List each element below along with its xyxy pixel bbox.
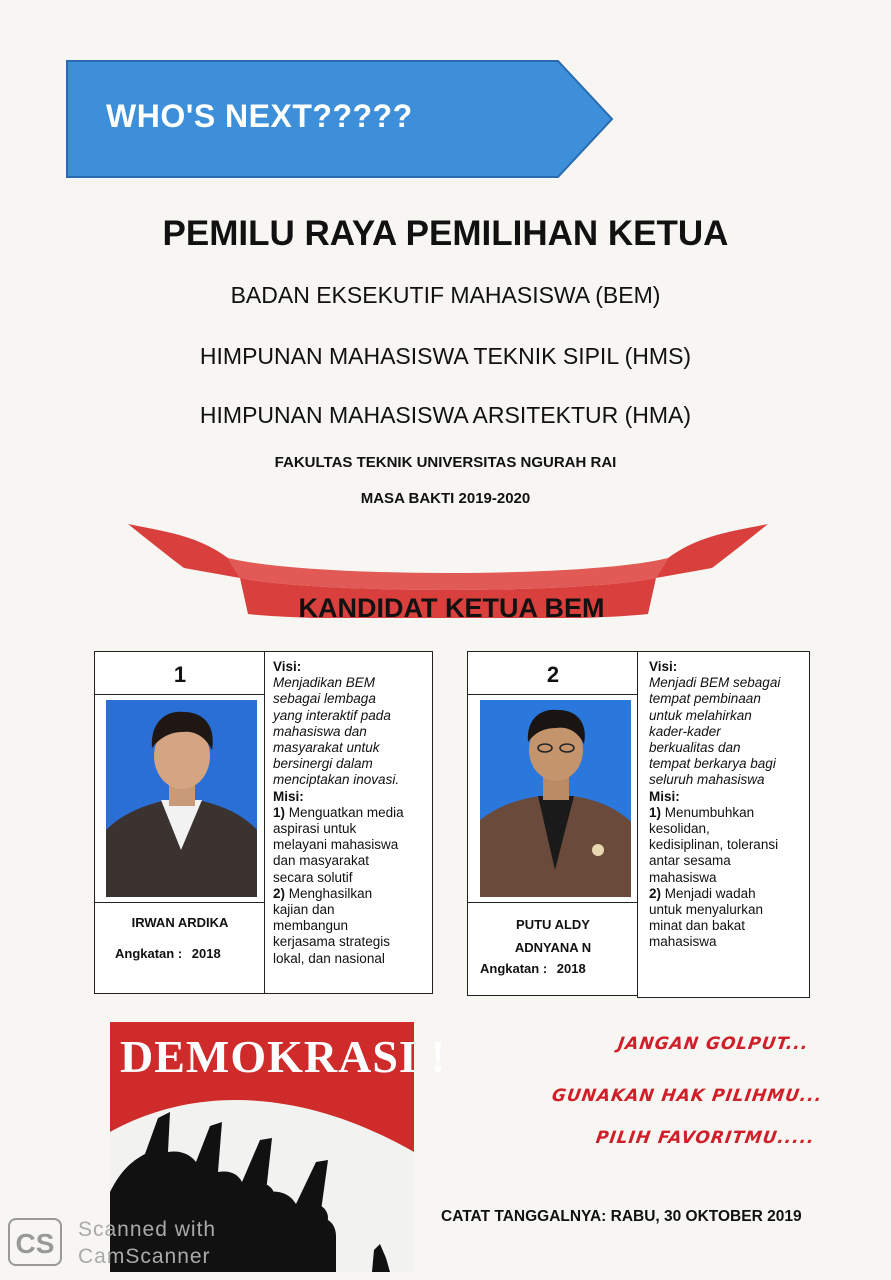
misi-line: dan masyarakat: [273, 853, 370, 869]
service-period: MASA BAKTI 2019-2020: [360, 490, 531, 507]
misi-line: melayani mahasiswa: [273, 837, 399, 853]
misi-line: aspirasi untuk: [273, 821, 357, 837]
visi-label: Visi:: [273, 659, 302, 674]
misi-number: 2): [649, 885, 662, 901]
misi-line: membangun: [273, 918, 349, 934]
misi-number: 1): [273, 804, 286, 820]
candidate-number: 1: [173, 662, 187, 687]
misi-line: untuk menyalurkan: [649, 902, 764, 918]
candidate-1-number-box: [94, 651, 266, 696]
misi-label: Misi:: [649, 788, 680, 804]
candidate-2-photo: [480, 700, 631, 897]
slogan-2: GUNAKAN HAK PILIHMU...: [550, 1086, 824, 1106]
faculty-name: FAKULTAS TEKNIK UNIVERSITAS NGURAH RAI: [274, 454, 617, 471]
section-title: KANDIDAT KETUA BEM: [298, 593, 605, 623]
candidate-1-vision-mission: [264, 651, 433, 994]
misi-line: Menghasilkan: [288, 885, 373, 901]
candidate-name: PUTU ALDY: [516, 917, 590, 932]
candidate-1-photo: [106, 700, 257, 897]
slogan-1: JANGAN GOLPUT...: [616, 1034, 810, 1054]
visi-line: Menjadi BEM sebagai: [649, 675, 781, 691]
year-label: Angkatan :: [480, 961, 548, 976]
visi-line: seluruh mahasiswa: [649, 772, 765, 788]
year-value: 2018: [556, 961, 586, 976]
misi-line: Menjadi wadah: [664, 885, 756, 901]
candidate-name: IRWAN ARDIKA: [131, 915, 229, 930]
organization-bem: BADAN EKSEKUTIF MAHASISWA (BEM): [230, 282, 661, 308]
candidate-number: 2: [546, 662, 560, 687]
visi-line: masyarakat untuk: [273, 740, 380, 756]
misi-line: secara solutif: [273, 869, 353, 885]
visi-line: mahasiswa dan: [273, 723, 367, 739]
event-date-note: CATAT TANGGALNYA: RABU, 30 OKTOBER 2019: [441, 1208, 802, 1225]
misi-line: kesolidan,: [649, 821, 710, 837]
visi-label: Visi:: [649, 659, 678, 674]
candidate-year: [468, 961, 638, 976]
misi-line: mahasiswa: [649, 869, 717, 885]
visi-line: yang interaktif pada: [273, 707, 391, 723]
visi-line: bersinergi dalam: [273, 756, 373, 772]
misi-line: kajian dan: [273, 902, 335, 918]
slogan-3: PILIH FAVORITMU.....: [594, 1128, 817, 1148]
visi-line: sebagai lembaga: [273, 691, 376, 707]
misi-line: Menumbuhkan: [664, 804, 755, 820]
organization-hma: HIMPUNAN MAHASISWA ARSITEKTUR (HMA): [199, 402, 692, 428]
organization-hms: HIMPUNAN MAHASISWA TEKNIK SIPIL (HMS): [199, 343, 692, 369]
watermark-line-1: Scanned with: [78, 1218, 217, 1241]
candidate-2-vision-mission: [637, 651, 810, 998]
misi-line: Menguatkan media: [288, 804, 404, 820]
misi-label: Misi:: [273, 788, 304, 804]
candidate-year: [95, 946, 265, 961]
candidate-2-number-box: [467, 651, 639, 696]
year-label: Angkatan :: [115, 946, 183, 961]
misi-line: mahasiswa: [649, 934, 717, 950]
page-title: PEMILU RAYA PEMILIHAN KETUA: [162, 214, 729, 253]
misi-number: 1): [649, 804, 662, 820]
watermark-line-2: CamScanner: [78, 1245, 211, 1268]
visi-line: kader-kader: [649, 723, 721, 739]
visi-line: berkualitas dan: [649, 740, 741, 756]
visi-line: tempat berkarya bagi: [649, 756, 776, 772]
visi-line: menciptakan inovasi.: [273, 772, 400, 788]
misi-line: kedisiplinan, toleransi: [649, 837, 779, 853]
visi-line: tempat pembinaan: [649, 691, 761, 707]
misi-line: minat dan bakat: [649, 918, 746, 934]
poster-text: DEMOKRASI !: [120, 1031, 447, 1082]
banner-title: WHO'S NEXT?????: [106, 98, 413, 134]
camscanner-logo-icon: CS: [8, 1218, 62, 1266]
candidate-name-line2: ADNYANA N: [514, 940, 592, 955]
visi-line: untuk melahirkan: [649, 707, 752, 723]
misi-line: lokal, dan nasional: [273, 950, 385, 966]
misi-number: 2): [273, 885, 286, 901]
misi-line: antar sesama: [649, 853, 731, 869]
visi-line: Menjadikan BEM: [273, 675, 376, 691]
year-value: 2018: [191, 946, 221, 961]
candidate-2-name-box: [467, 902, 639, 996]
misi-line: kerjasama strategis: [273, 934, 391, 950]
candidate-1-name-box: [94, 902, 266, 994]
